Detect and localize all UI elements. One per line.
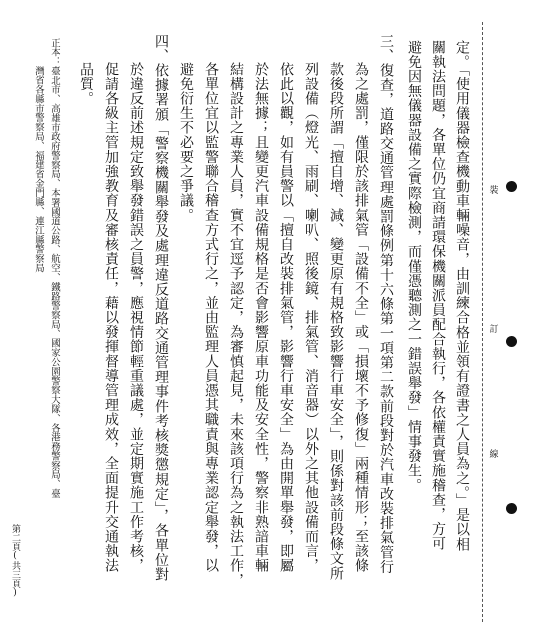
- punch-hole-icon: [506, 503, 517, 514]
- punch-hole-icon: [506, 336, 517, 347]
- section-three-column-1: 三、復查，道路交通管理處罰條例第十六條第一項第二款前段對於汽車改裝排氣管行: [378, 34, 394, 575]
- section-three-column-6: 於法無據；且變更汽車設備規格是否會影響原車功能及安全性，警察非熟諳車輛: [253, 62, 269, 573]
- distribution-line-1: 正本：臺北市、高雄市政府警察局、本署國道公路、航空、鐵路警察局、國家公園警察大隊、各港務警察局、臺: [49, 38, 60, 499]
- section-three-column-4: 列設備（燈光、雨刷、喇叭、照後鏡、排氣管、消音器）以外之其他設備而言，: [303, 62, 319, 573]
- body-column-2: 關執法問題，各單位仍宜商請環保機關派員配合執行，各依權責實施稽查，方可: [430, 40, 446, 551]
- distribution-line-2: 灣省各縣市警察局、福建省金門縣、連江縣警察局: [33, 66, 44, 273]
- section-three-column-3: 款後段所謂「擅自增、減、變更原有規格致影響行車安全」，則係對該前段條文所: [328, 62, 344, 581]
- binding-char-ding: 訂: [489, 325, 499, 335]
- binding-dashed-line: [482, 22, 483, 622]
- section-three-column-9: 避免衍生不必要之爭議。: [178, 62, 194, 223]
- section-four-column-2: 於違反前述規定致舉發錯誤之員警，應視情節輕重議處，並定期實施工作考核，: [128, 62, 144, 573]
- section-four-column-4: 品質。: [78, 62, 94, 106]
- punch-hole-icon: [506, 181, 517, 192]
- section-four-column-1: 四、依據署頒「警察機關舉發及處理違反道路交通管理事件考核獎懲規定」，各單位對: [153, 34, 169, 582]
- section-three-column-2: 為之處罰，僅限於該排氣管「設備不全」或「損壞不予修復」兩種情形；至該條: [353, 62, 369, 573]
- section-four-column-3: 促請各級主管加強教育及審核責任，藉以發揮督導管理成效，全面提升交通執法: [103, 62, 119, 573]
- page-number: 第二頁(共三頁): [10, 524, 20, 598]
- body-column-1: 定。「使用儀器檢查機動車輛噪音，由訓練合格並領有證書之人員為之。」是以相: [454, 40, 470, 552]
- section-three-column-7: 結構設計之專業人員，實不宜逕予認定，為審慎起見，未來該項行為之執法工作，: [228, 62, 244, 588]
- binding-char-zhuang: 裝: [489, 186, 499, 196]
- section-three-column-5: 依此以觀，如有員警以「擅自改裝排氣管，影響行車安全」為由開單舉發，即屬: [278, 62, 294, 573]
- body-column-3: 避免因無儀器設備之實際檢測，而僅憑聽測之一錯誤舉發」情事發生。: [406, 40, 422, 493]
- section-three-column-8: 各單位宜以監警聯合稽查方式行之，並由監理人員憑其職責與專業認定舉發，以: [203, 62, 219, 573]
- binding-char-xian: 線: [489, 450, 499, 460]
